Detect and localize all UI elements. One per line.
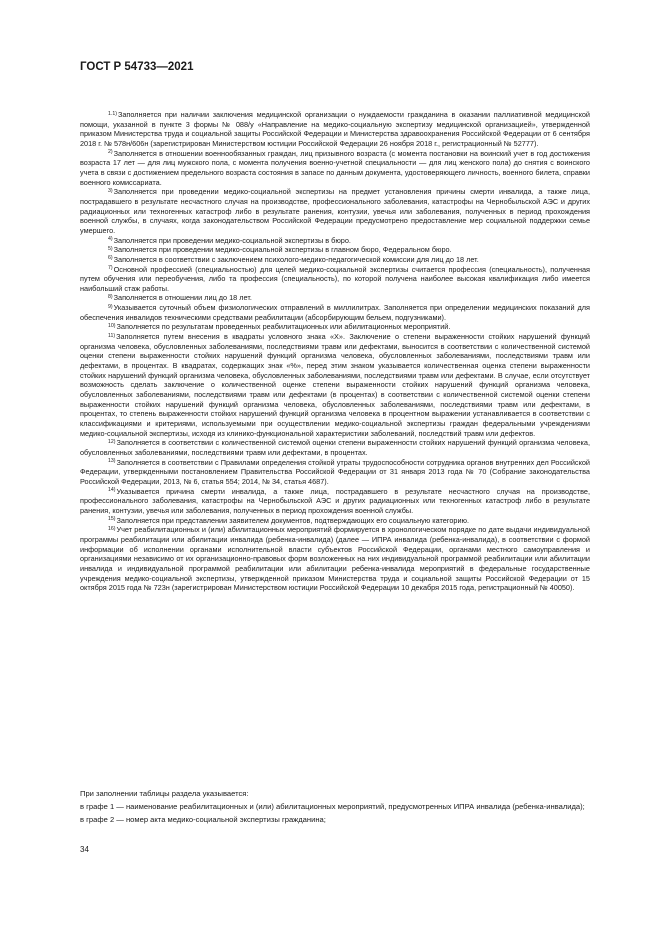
footnote-marker: 7) bbox=[108, 265, 113, 272]
footnote-marker: 13) bbox=[108, 458, 116, 465]
footnote-11 bbox=[80, 332, 590, 438]
page-number: 34 bbox=[80, 845, 89, 854]
footnote-text: Заполняется при проведении медико-социальной экспертизы в бюро. bbox=[113, 235, 351, 245]
footnote-marker: 5) bbox=[108, 245, 113, 252]
footnote-marker: 3) bbox=[108, 187, 113, 194]
footnote-text: Заполняется по результатам проведенных реабилитационных или абилитационных мероприятий. bbox=[116, 322, 451, 332]
footnote-text: Заполняется в отношении военнообязанных граждан, лиц призывного возраста (с момента постановки на воинский учет в год достижения возраста 17 лет — для лиц мужского пола, с момента получения военно-учетной специальности — для лиц женского пола) до снятия с воинского учета в связи с достижением предельного возраста состояния в запасе по данным документа, удостоверяющего личность, военного билета, справки военного комиссариата. bbox=[80, 148, 590, 187]
footnote-text: Заполняется при представлении заявителем документов, подтверждающих его социальную категорию. bbox=[116, 515, 470, 525]
footnote-marker: 15) bbox=[108, 516, 116, 523]
footnote-marker: 9) bbox=[108, 303, 113, 310]
footnote-marker: 8) bbox=[108, 294, 113, 301]
footnote-12 bbox=[80, 438, 590, 457]
footnote-15 bbox=[80, 516, 590, 526]
body-text-block bbox=[80, 789, 590, 826]
footnote-text: Заполняется в соответствии с заключением психолого-медико-педагогической комиссии для лиц до 18 лет. bbox=[113, 254, 479, 264]
footnote-5 bbox=[80, 245, 590, 255]
footnote-text: Заполняется при проведении медико-социальной экспертизы в главном бюро, Федеральном бюро. bbox=[113, 245, 452, 255]
footnote-text: Заполняется путем внесения в квадраты условного знака «Х». Заключение о степени выраженности стойких нарушений функций организма человека, обусловленных заболеваниями, последствиями травм или дефектами, выносится в соответствии с количественной системой оценки степени выраженности стойких нарушений функций организма человека, обусловленных заболеваниями, последствиями травм или дефектами, в процентах. В квадратах, содержащих знак «%», перед этим знаком указывается количественная оценка степени выраженности стойких нарушений функций организма человека, обусловленных заболеваниями, последствиями травм или дефектами. В случае, если отсутствует возможность сделать заключение о количественной оценке степени выраженности стойких нарушений функций организма человека, обусловленных заболеваниями, последствиями травм или дефектами (в процентах) в соответствии с количественной системой оценки степени выраженности стойких нарушений функций организма человека, обусловленных заболеваниями, последствиями травм или дефектами, в процентах, то степень выраженности стойких нарушений функций организма человека в процентном выражении устанавливается в соответствии с классификациями и критериями, используемыми при осуществлении медико-социальной экспертизы граждан федеральными учреждениями медико-социальной экспертизы, исходя из клинико-функциональной характеристики заболеваний, последствий травм или дефектов. bbox=[80, 332, 590, 438]
column-1-instruction: в графе 1 — наименование реабилитационных и (или) абилитационных мероприятий, предусмотренных ИПРА инвалида (ребенка-инвалида); bbox=[80, 802, 585, 812]
footnote-text: Заполняется в соответствии с количественной системой оценки степени выраженности стойких нарушений функций организма человека, обусловленных заболеваниями, последствиями травм или дефектами, в процентах. bbox=[80, 438, 590, 457]
footnote-3 bbox=[80, 187, 590, 235]
footnote-13 bbox=[80, 458, 590, 487]
footnote-marker: 11) bbox=[108, 332, 116, 339]
table-instructions-intro: При заполнении таблицы раздела указывается: bbox=[80, 789, 249, 798]
footnote-marker: 12) bbox=[108, 438, 116, 445]
footnote-marker: 6) bbox=[108, 255, 113, 262]
footnote-text: Указывается причина смерти инвалида, а также лица, пострадавшего в результате несчастного случая на производстве, профессионального заболевания, катастрофы на Чернобыльской АЭС и других радиационных или техногенных катастроф либо в результате ранения, контузии, увечья или заболевания, полученных в период прохождения военной службы. bbox=[80, 486, 590, 515]
footnote-9 bbox=[80, 303, 590, 322]
footnote-8 bbox=[80, 293, 590, 303]
footnote-text: Заполняется при проведении медико-социальной экспертизы на предмет установления причины смерти инвалида, а также лица, пострадавшего в результате несчастного случая на производстве, профессионального заболевания, катастрофы на Чернобыльской АЭС и других радиационных или техногенных катастроф либо в результате ранения, контузии, увечья или заболевания, полученных в период прохождения военной службы, в случаях, когда законодательством Российской Федерации предусмотрено предоставление мер социальной поддержки семье умершего. bbox=[80, 187, 590, 235]
footnote-text: Заполняется в отношении лиц до 18 лет. bbox=[113, 293, 252, 303]
footnote-marker: 14) bbox=[108, 487, 116, 494]
footnotes-block bbox=[80, 110, 590, 593]
footnote-6 bbox=[80, 255, 590, 265]
column-2-instruction: в графе 2 — номер акта медико-социальной экспертизы гражданина; bbox=[80, 815, 326, 825]
footnote-marker: 2) bbox=[108, 149, 113, 156]
footnote-marker: 4) bbox=[108, 236, 113, 243]
footnote-text: Заполняется в соответствии с Правилами определения стойкой утраты трудоспособности сотрудника органов внутренних дел Российской Федерации, утвержденными постановлением Правительства Российской Федерации от 31 января 2013 года № 70 (Собрание законодательства Российской Федерации, 2013, № 6, статья 554; 2014, № 34, статья 4687). bbox=[80, 457, 590, 486]
footnote-2 bbox=[80, 149, 590, 188]
footnote-16 bbox=[80, 525, 590, 593]
footnote-text: Заполняется при наличии заключения медицинской организации о нуждаемости гражданина в оказании паллиативной медицинской помощи, указанной в пункте 3 формы № 088/у «Направление на медико-социальную экспертизу медицинской организацией», утвержденной приказом Министерства труда и социальной защиты Российской Федерации и Министерства здравоохранения Российской Федерации от 6 сентября 2018 г. № 578н/606н (зарегистрирован Министерством юстиции Российской Федерации 26 ноября 2018 г., регистрационный № 52777). bbox=[80, 110, 590, 148]
footnote-marker: 16) bbox=[108, 525, 116, 532]
footnote-marker: 10) bbox=[108, 323, 116, 330]
footnote-1-1 bbox=[80, 110, 590, 149]
footnote-14 bbox=[80, 487, 590, 516]
document-header: ГОСТ Р 54733—2021 bbox=[80, 61, 194, 73]
footnote-marker: 1.1) bbox=[108, 110, 117, 117]
footnote-7 bbox=[80, 265, 590, 294]
footnote-text: Основной профессией (специальностью) для целей медико-социальной экспертизы считается профессия (специальность), полученная путем обучения или переобучения, либо та профессия (специальность), по которой получена наиболее высокая квалификация либо имеется наибольший стаж работы. bbox=[80, 264, 590, 293]
footnote-10 bbox=[80, 322, 590, 332]
footnote-text: Учет реабилитационных и (или) абилитационных мероприятий формируется в хронологическом порядке по дате выдачи индивидуальной программы реабилитации или абилитации инвалида (ребенка-инвалида) (далее — ИПРА инвалида (ребенка-инвалида), в соответствии с формой информации об исполнении органами исполнительной власти субъектов Российской Федерации, органами местного самоуправления и организациями независимо от их организационно-правовых форм возложенных на них индивидуальной программой реабилитации или абилитации инвалида и индивидуальной программой реабилитации или абилитации ребенка-инвалида мероприятий в федеральные государственные учреждения медико-социальной экспертизы, утвержденной приказом Министерства труда и социальной защиты Российской Федерации от 15 октября 2015 года № 723н (зарегистрирован Министерством юстиции Российской Федерации 10 декабря 2015 года, регистрационный № 40050). bbox=[80, 525, 590, 593]
footnote-4 bbox=[80, 236, 590, 246]
footnote-text: Указывается суточный объем физиологических отправлений в миллилитрах. Заполняется при определении медицинских показаний для обеспечения инвалидов техническими средствами реабилитации (абсорбирующим бельем, подгузниками). bbox=[80, 303, 590, 322]
